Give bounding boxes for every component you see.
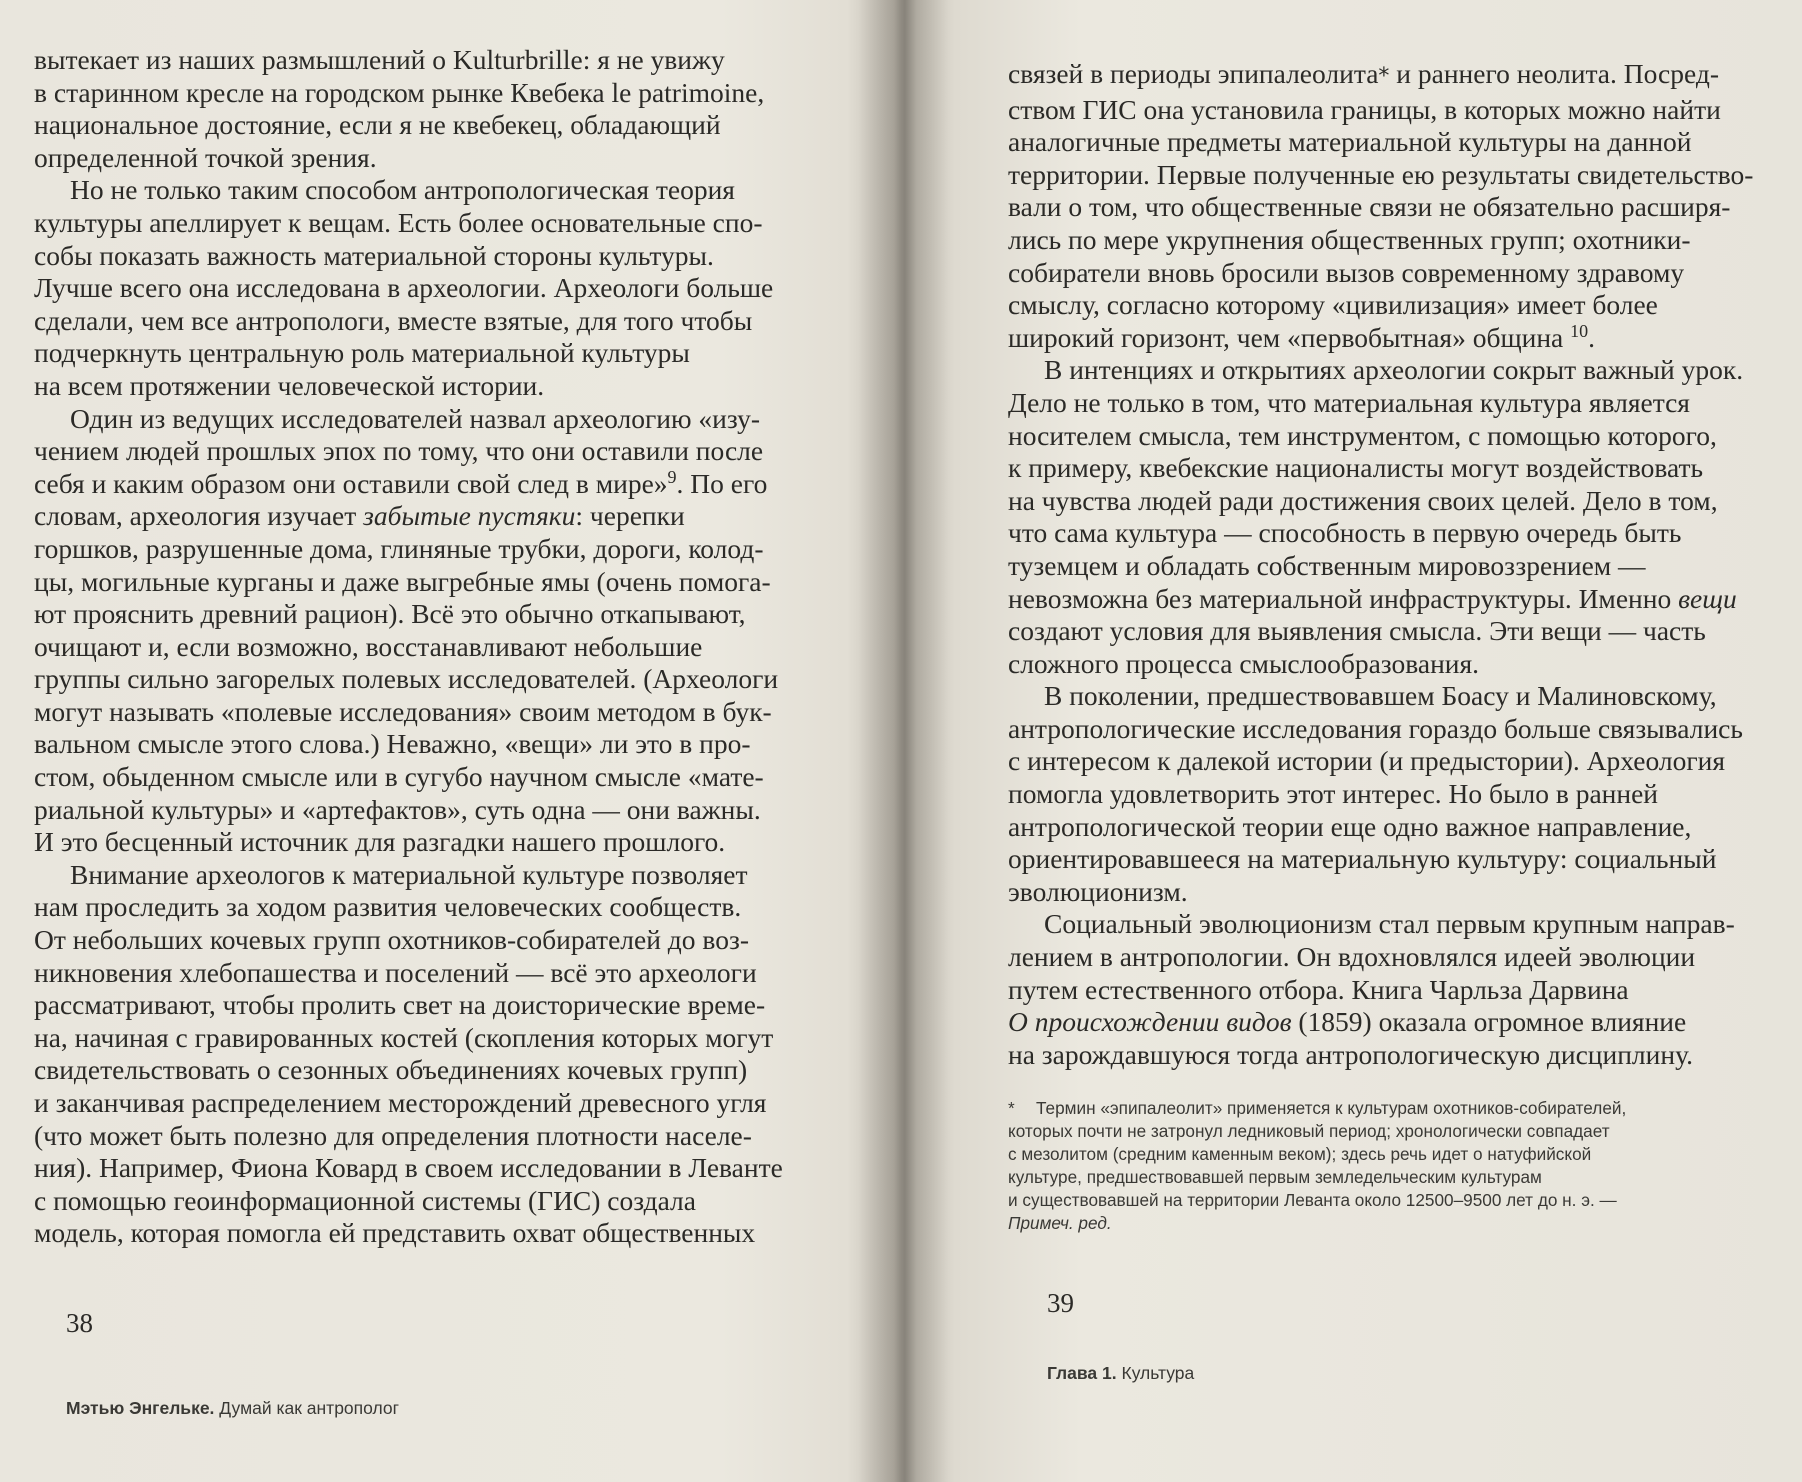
- text-line: вальном смысле этого слова.) Неважно, «вещи» ли это в про-: [34, 728, 751, 760]
- text-line: создают условия для выявления смысла. Эти вещи — часть: [1008, 615, 1706, 647]
- italic-phrase: вещи: [1678, 582, 1737, 614]
- text-line: на чувства людей ради достижения своих целей. Дело в том,: [1008, 484, 1718, 516]
- text-line: могут называть «полевые исследования» своим методом в бук-: [34, 695, 772, 727]
- text-line: эволюционизм.: [1008, 875, 1188, 907]
- text-line: словам, археология изучает забытые пустяки: черепки: [34, 500, 685, 532]
- text-line: никновения хлебопашества и поселений — всё это археологи: [34, 956, 757, 988]
- text-line: (что может быть полезно для определения плотности населе-: [34, 1119, 752, 1151]
- text-line: ют прояснить древний рацион). Всё это обычно откапывают,: [34, 598, 746, 630]
- text-line: связей в периоды эпипалеолита* и раннего неолита. Посред-: [1008, 58, 1719, 89]
- text-line: с помощью геоинформационной системы (ГИС) создала: [34, 1184, 696, 1216]
- text-line: Лучше всего она исследована в археологии. Археологи больше: [34, 272, 774, 304]
- footnote-line: которых почти не затронул ледниковый период; хронологически совпадает: [1008, 1121, 1610, 1141]
- text-line: национальное достояние, если я не квебекец, обладающий: [34, 109, 721, 141]
- text-line: на зарождавшуюся тогда антропологическую дисциплину.: [1008, 1038, 1693, 1070]
- text-line: себя и каким образом они оставили свой след в мире»$^9$. По его: [34, 466, 768, 499]
- text-line: Но не только таким способом антропологическая теория: [70, 174, 735, 206]
- page-number-right: 39: [1047, 1288, 1074, 1318]
- right-page-text: [1008, 58, 1754, 1071]
- text-line: смыслу, согласно которому «цивилизация» имеет более: [1008, 289, 1658, 321]
- text-line: широкий горизонт, чем «первобытная» община $^{10}$.: [1008, 320, 1596, 353]
- text-line: невозможна без материальной инфраструктуры. Именно вещи: [1008, 582, 1737, 614]
- page-number-left: 38: [66, 1308, 93, 1338]
- text-line: горшков, разрушенные дома, глиняные трубки, дороги, колод-: [34, 532, 764, 564]
- text-line: ством ГИС она установила границы, в которых можно найти: [1008, 93, 1721, 125]
- text-line: цы, могильные курганы и даже выгребные ямы (очень помога-: [34, 565, 771, 597]
- text-line: вытекает из наших размышлений о Kulturbrille: я не увижу: [34, 44, 725, 75]
- text-line: чением людей прошлых эпох по тому, что они оставили после: [34, 435, 764, 467]
- italic-phrase: забытые пустяки: [363, 500, 576, 532]
- text-line: территории. Первые полученные ею результаты свидетельство-: [1008, 158, 1754, 190]
- text-line: помогла удовлетворить этот интерес. Но было в ранней: [1008, 778, 1659, 810]
- note-ref-10[interactable]: 10: [1570, 320, 1589, 341]
- text-line: с интересом к далекой истории (и предыстории). Археология: [1008, 745, 1726, 777]
- text-line: От небольших кочевых групп охотников-собирателей до воз-: [34, 924, 749, 956]
- running-footer-right: [1047, 1363, 1194, 1384]
- text-line: лись по мере укрупнения общественных групп; охотники-: [1008, 223, 1691, 255]
- text-line: на, начиная с гравированных костей (скопления которых могут: [34, 1021, 774, 1053]
- text-line: Дело не только в том, что материальная культура является: [1008, 386, 1690, 418]
- footnote: [1008, 1097, 1748, 1235]
- note-ref-9[interactable]: 9: [667, 466, 677, 487]
- text-line: очищают и, если возможно, восстанавливают небольшие: [34, 630, 703, 662]
- text-line: антропологической теории еще одно важное направление,: [1008, 810, 1692, 842]
- text-line: Внимание археологов к материальной культуре позволяет: [70, 858, 748, 890]
- text-line: и заканчивая распределением месторождений древесного угля: [34, 1087, 767, 1118]
- text-line: модель, которая помогла ей представить охват общественных: [34, 1217, 756, 1249]
- text-line: ния). Например, Фиона Ковард в своем исследовании в Леванте: [34, 1152, 783, 1184]
- text-line: что сама культура — способность в первую очередь быть: [1008, 517, 1682, 549]
- text-line: путем естественного отбора. Книга Чарльза Дарвина: [1008, 973, 1629, 1005]
- text-line: нам проследить за ходом развития человеческих сообществ.: [34, 891, 742, 923]
- footnote-line: культуре, предшествовавшей первым земледельческим культурам: [1008, 1167, 1542, 1187]
- text-line: собы показать важность материальной стороны культуры.: [34, 239, 714, 271]
- text-line: свидетельствовать о сезонных объединениях кочевых групп): [34, 1054, 748, 1086]
- text-line: собиратели вновь бросили вызов современному здравому: [1008, 256, 1685, 288]
- text-line: В поколении, предшествовавшем Боасу и Малиновскому,: [1044, 680, 1717, 712]
- text-line: подчеркнуть центральную роль материальной культуры: [34, 337, 690, 369]
- left-page: [0, 0, 870, 1482]
- text-line: сложного процесса смыслообразования.: [1008, 647, 1480, 679]
- text-line: носителем смысла, тем инструментом, с помощью которого,: [1008, 419, 1717, 451]
- text-line: аналогичные предметы материальной культуры на данной: [1008, 126, 1692, 158]
- text-line: В интенциях и открытиях археологии сокрыт важный урок.: [1044, 354, 1744, 386]
- text-line: на всем протяжении человеческой истории.: [34, 369, 545, 401]
- text-line: туземцем и обладать собственным мировоззрением —: [1008, 549, 1646, 581]
- text-line: лением в антропологии. Он вдохновлялся идеей эволюции: [1008, 941, 1696, 973]
- text-line: культуры апеллирует к вещам. Есть более основательные спо-: [34, 206, 763, 238]
- text-line: группы сильно загорелых полевых исследователей. (Археологи: [34, 663, 779, 695]
- text-line: антропологические исследования гораздо больше связывались: [1008, 712, 1743, 744]
- running-author: Мэтью Энгельке.: [66, 1398, 215, 1418]
- text-line: стом, обыденном смысле или в сугубо научном смысле «мате-: [34, 761, 764, 793]
- footnote-star-ref[interactable]: *: [1378, 64, 1390, 89]
- running-chapter-title: Культура: [1121, 1363, 1195, 1383]
- text-line: в старинном кресле на городском рынке Квебека le patrimoine,: [34, 76, 765, 108]
- text-line: ориентировавшееся на материальную культуру: социальный: [1008, 843, 1717, 875]
- footnote-line: и существовавшей на территории Леванта около 12500–9500 лет до н. э. —: [1008, 1190, 1617, 1210]
- text-line: вали о том, что общественные связи не обязательно расширя-: [1008, 191, 1731, 223]
- footnote-marker: *: [1008, 1098, 1015, 1118]
- italic-book-title: О происхождении видов: [1008, 1006, 1292, 1038]
- running-chapter: Глава 1.: [1047, 1363, 1117, 1383]
- text-line: сделали, чем все антропологи, вместе взятые, для того чтобы: [34, 304, 753, 336]
- right-page: [935, 0, 1802, 1482]
- text-line: к примеру, квебекские националисты могут воздействовать: [1008, 452, 1704, 484]
- footnote-line: Примеч. ред.: [1008, 1213, 1112, 1233]
- text-line: Один из ведущих исследователей назвал археологию «изу-: [70, 402, 761, 434]
- text-line: О происхождении видов (1859) оказала огромное влияние: [1008, 1006, 1687, 1038]
- text-line: рассматривают, чтобы пролить свет на доисторические време-: [34, 989, 766, 1021]
- footnote-line: * Термин «эпипалеолит» применяется к культурам охотников-собирателей,: [1008, 1098, 1627, 1118]
- running-book-title: Думай как антрополог: [219, 1398, 400, 1418]
- footnote-line: с мезолитом (средним каменным веком); здесь речь идет о натуфийской: [1008, 1144, 1592, 1164]
- text-line: И это бесценный источник для разгадки нашего прошлого.: [34, 826, 726, 858]
- text-line: определенной точкой зрения.: [34, 141, 377, 173]
- left-page-text: [34, 44, 794, 1250]
- text-line: риальной культуры» и «артефактов», суть одна — они важны.: [34, 793, 761, 825]
- running-footer-left: [66, 1398, 399, 1419]
- text-line: Социальный эволюционизм стал первым крупным направ-: [1044, 908, 1735, 940]
